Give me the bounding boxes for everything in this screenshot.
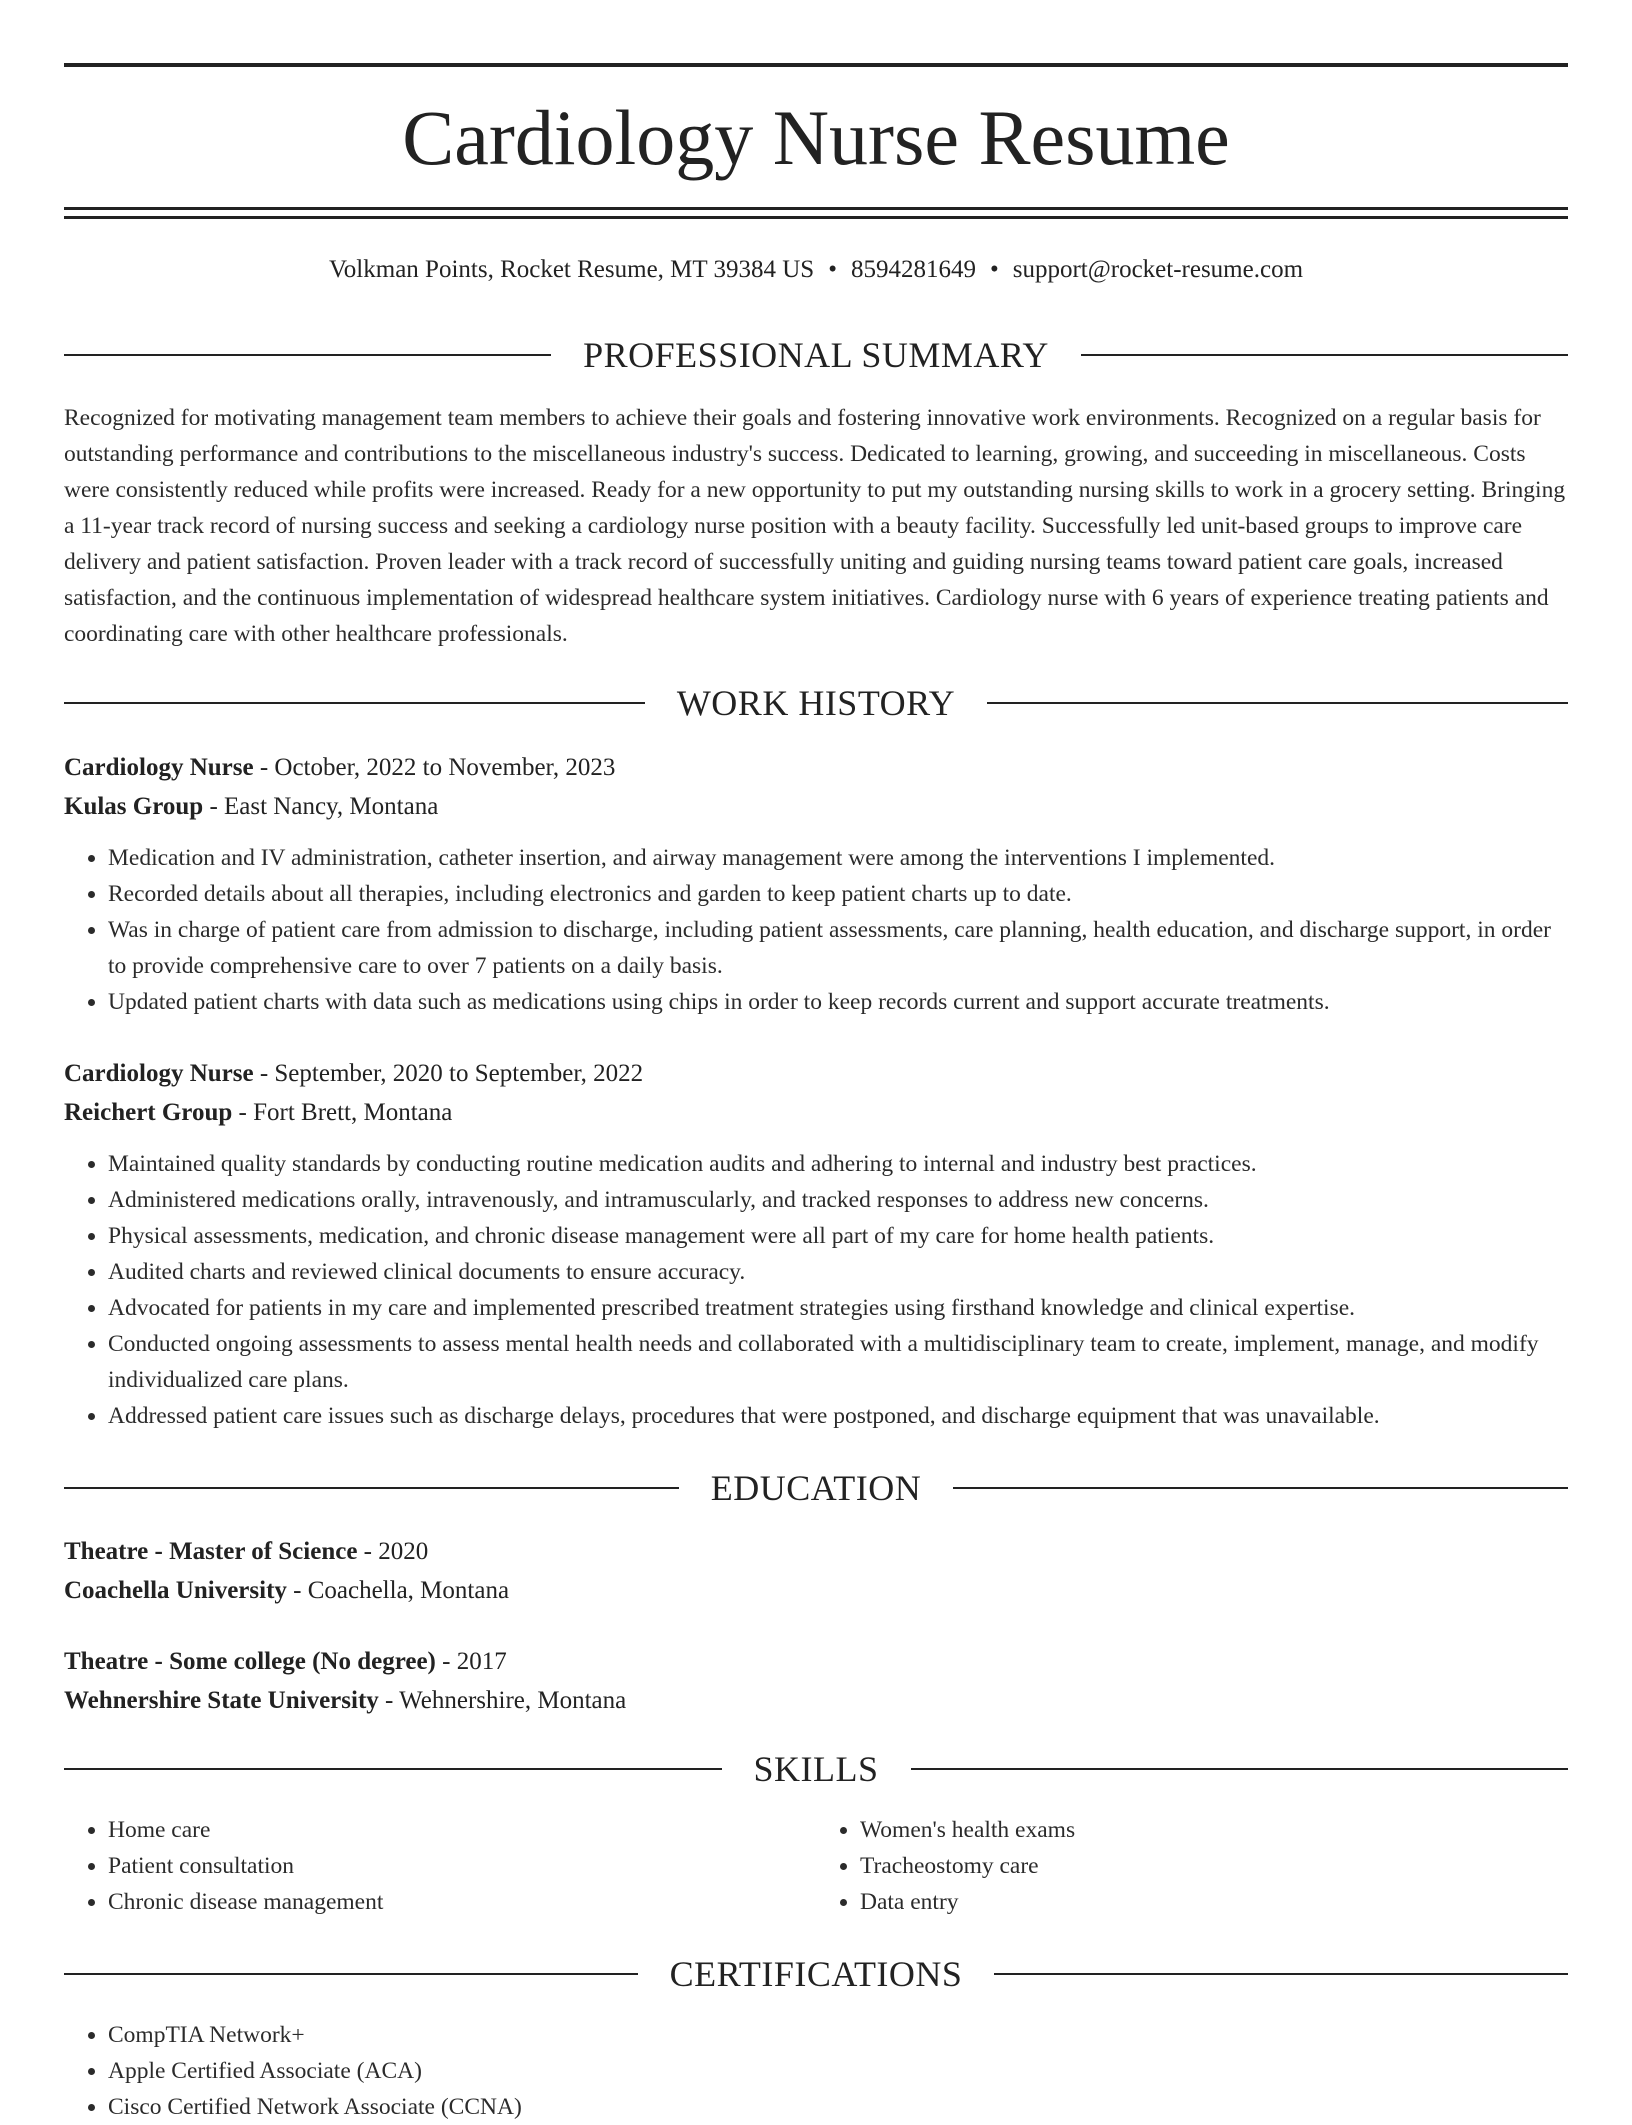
job-title: Cardiology Nurse — [64, 754, 254, 781]
certification-item: • Cisco Certified Network Associate (CCNA) — [108, 2089, 1568, 2125]
skill-item: • Chronic disease management — [108, 1884, 816, 1920]
job-duty: • Conducted ongoing assessments to assess mental health needs and collaborated with a multidisciplinary team to create, implement, manage, and modify individualized care plans. — [108, 1326, 1568, 1398]
job-duty: • Recorded details about all therapies, including electronics and garden to keep patient charts up to date. — [108, 876, 1568, 912]
divider-line — [64, 1768, 722, 1770]
job-duty: • Maintained quality standards by conducting routine medication audits and adhering to internal and industry best practices. — [108, 1146, 1568, 1182]
job-employer: Kulas Group — [64, 793, 204, 820]
education-year: - 2020 — [357, 1538, 429, 1565]
skill-item: • Tracheostomy care — [860, 1848, 1568, 1884]
job-dates: - October, 2022 to November, 2023 — [253, 754, 616, 781]
job-duty: • Updated patient charts with data such as medications using chips in order to keep records current and support accurate treatments. — [108, 984, 1568, 1020]
job-duty: • Medication and IV administration, catheter insertion, and airway management were among the interventions I implemented. — [108, 840, 1568, 876]
job-duties — [64, 840, 1568, 1020]
skill-item: • Data entry — [860, 1884, 1568, 1920]
skills-column-left — [64, 1812, 816, 1920]
divider-line — [64, 1487, 679, 1489]
job-dates: - September, 2020 to September, 2022 — [253, 1060, 644, 1087]
education-year: - 2017 — [435, 1648, 507, 1675]
certifications-items — [64, 2017, 1568, 2125]
education-school: Coachella University — [64, 1577, 287, 1604]
section-heading-summary — [64, 333, 1568, 377]
section-heading-skills — [64, 1747, 1568, 1791]
title-double-rule — [64, 207, 1568, 219]
job-duty: • Was in charge of patient care from admission to discharge, including patient assessments, care planning, health education, and discharge support, in order to provide comprehensive care to over 7 patients on a daily basis. — [108, 912, 1568, 984]
section-heading-work — [64, 681, 1568, 725]
divider-line — [1081, 354, 1568, 356]
job-duty: • Addressed patient care issues such as discharge delays, procedures that were postponed, and discharge equipment that was unavailable. — [108, 1398, 1568, 1434]
contact-phone: 8594281649 — [850, 256, 976, 283]
divider-line — [994, 1973, 1568, 1975]
education-entry — [64, 1642, 1568, 1720]
job-duty: • Physical assessments, medication, and chronic disease management were all part of my care for home health patients. — [108, 1218, 1568, 1254]
job-duty: • Audited charts and reviewed clinical documents to ensure accuracy. — [108, 1254, 1568, 1290]
section-heading-education — [64, 1466, 1568, 1510]
job-employer: Reichert Group — [64, 1099, 233, 1126]
certification-item: • Apple Certified Associate (ACA) — [108, 2053, 1568, 2089]
job-entry — [64, 748, 1568, 1020]
top-rule — [64, 63, 1568, 67]
contact-separator: • — [828, 256, 837, 283]
education-degree: Theatre - Some college (No degree) — [64, 1648, 436, 1675]
contact-line — [64, 254, 1568, 286]
job-duty: • Advocated for patients in my care and implemented prescribed treatment strategies using firsthand knowledge and clinical expertise. — [108, 1290, 1568, 1326]
divider-line — [953, 1487, 1568, 1489]
divider-line — [64, 354, 551, 356]
section-title-certifications: CERTIFICATIONS — [669, 1954, 963, 1994]
divider-line — [64, 702, 645, 704]
contact-email: support@rocket-resume.com — [1012, 256, 1304, 283]
section-title-skills: SKILLS — [753, 1749, 879, 1789]
certifications-list — [64, 2017, 1568, 2125]
page-title: Cardiology Nurse Resume — [402, 94, 1230, 181]
education-location: - Wehnershire, Montana — [378, 1687, 627, 1714]
divider-line — [987, 702, 1568, 704]
job-title: Cardiology Nurse — [64, 1060, 254, 1087]
skills-column-right — [816, 1812, 1568, 1920]
education-degree: Theatre - Master of Science — [64, 1538, 358, 1565]
skill-item: • Women's health exams — [860, 1812, 1568, 1848]
divider-line — [64, 1973, 638, 1975]
certification-item: • CompTIA Network+ — [108, 2017, 1568, 2053]
contact-separator: • — [989, 256, 999, 283]
divider-line — [911, 1768, 1569, 1770]
education-location: - Coachella, Montana — [286, 1577, 510, 1604]
skill-item: • Home care — [108, 1812, 816, 1848]
section-title-work: WORK HISTORY — [676, 683, 956, 723]
section-heading-certifications — [64, 1952, 1568, 1996]
section-title-summary: PROFESSIONAL SUMMARY — [583, 335, 1049, 375]
skill-item: • Patient consultation — [108, 1848, 816, 1884]
education-school: Wehnershire State University — [64, 1687, 379, 1714]
job-location: - Fort Brett, Montana — [232, 1099, 453, 1126]
education-entry — [64, 1532, 1568, 1610]
job-duties — [64, 1146, 1568, 1434]
job-entry — [64, 1054, 1568, 1434]
summary-text: Recognized for motivating management team members to achieve their goals and fostering innovative work environments. Recognized on a regular basis for outstanding performance and contributions to the miscellaneous industry's success. Dedicated to learning, growing, and succeeding in miscellaneous. Costs were consistently reduced while profits were increased. Ready for a new opportunity to put my outstanding nursing skills to work in a grocery setting. Bringing a 11-year track record of nursing success and seeking a cardiology nurse position with a beauty facility. Successfully led unit-based groups to improve care delivery and patient satisfaction. Proven leader with a track record of successfully uniting and guiding nursing teams toward patient care goals, increased satisfaction, and the continuous implementation of widespread healthcare system initiatives. Cardiology nurse with 6 years of experience treating patients and coordinating care with other healthcare professionals. — [64, 405, 1566, 647]
job-duty: • Administered medications orally, intravenously, and intramuscularly, and tracked responses to address new concerns. — [108, 1182, 1568, 1218]
section-title-education: EDUCATION — [710, 1468, 922, 1508]
contact-address: Volkman Points, Rocket Resume, MT 39384 US — [328, 256, 815, 283]
skills-list — [64, 1812, 1568, 1920]
job-location: - East Nancy, Montana — [203, 793, 439, 820]
